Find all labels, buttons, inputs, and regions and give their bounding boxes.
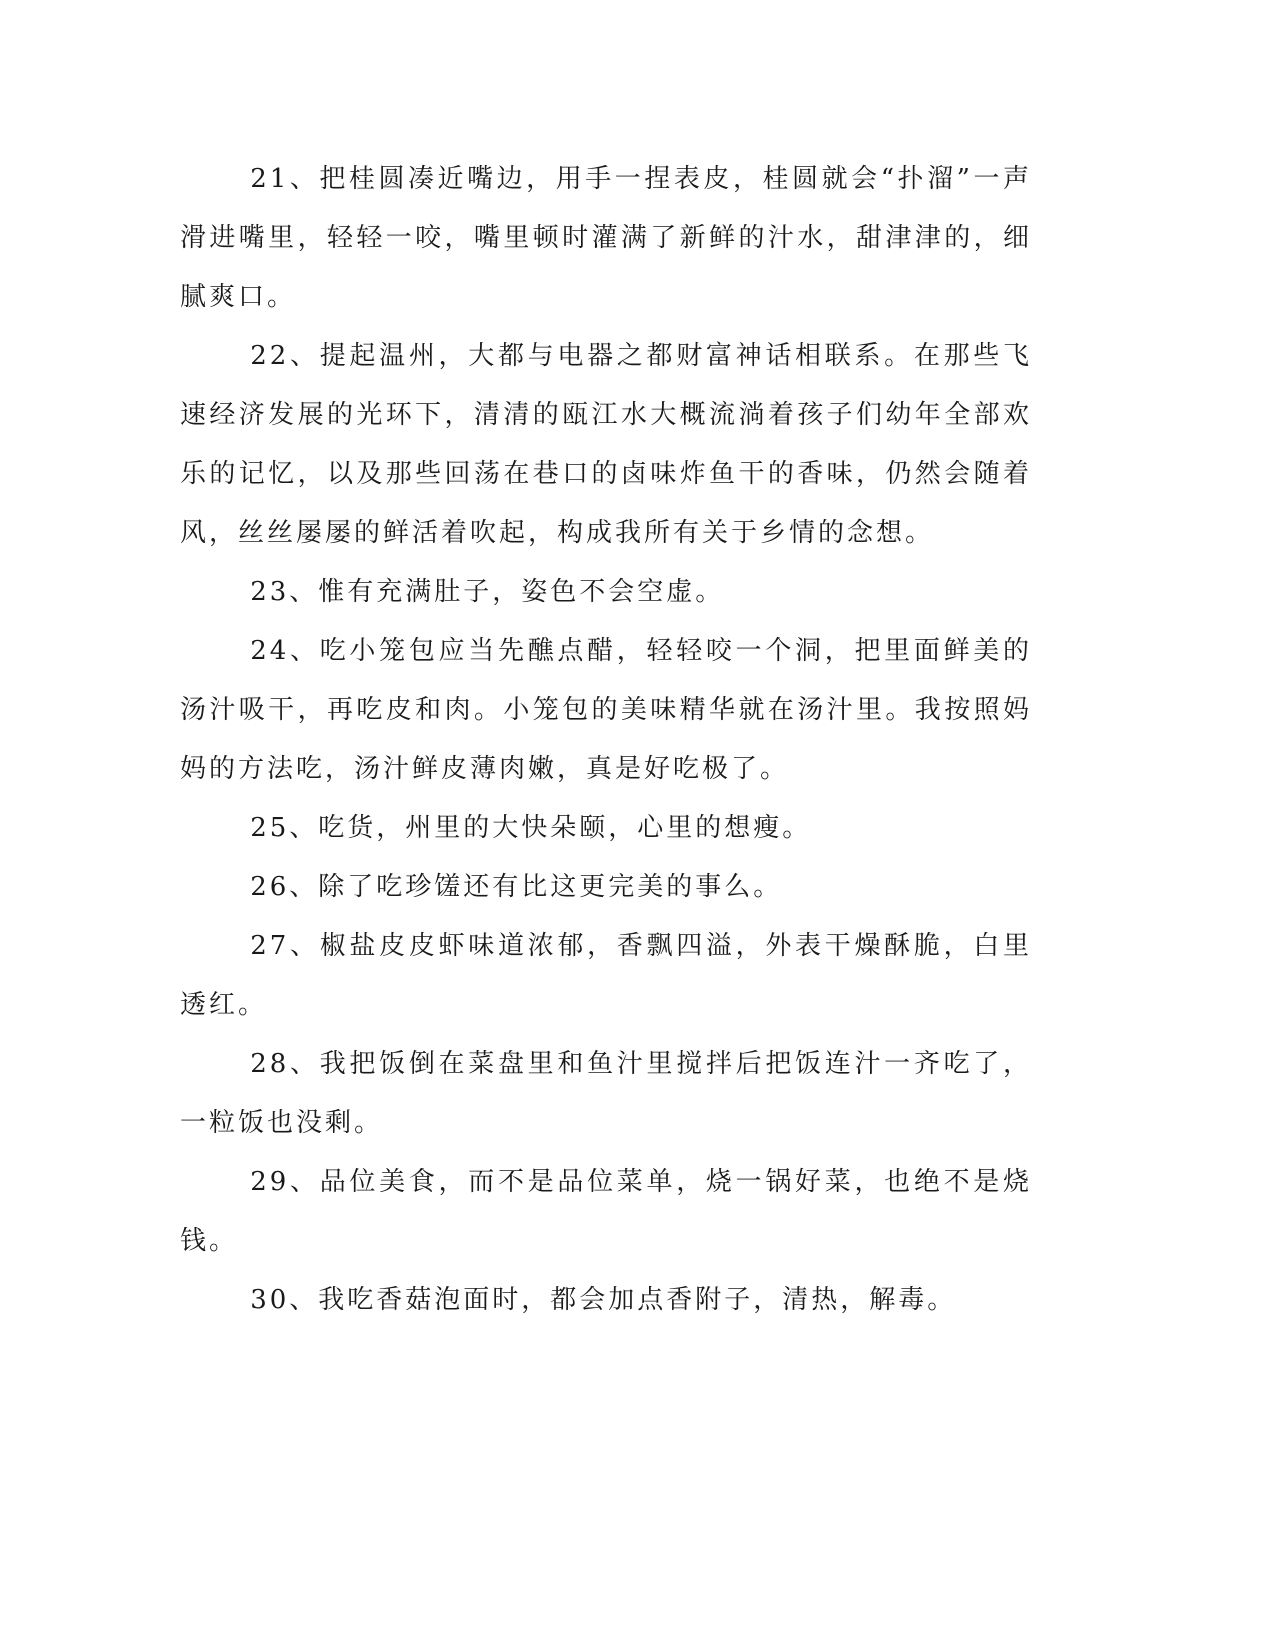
paragraph-26: 26、除了吃珍馐还有比这更完美的事么。 xyxy=(250,872,783,902)
paragraph-21: 21、把桂圆凑近嘴边，用手一捏表皮，桂圆就会“扑溜”一声滑进嘴里，轻轻一咬，嘴里顿时灌满了新鲜的汁水，甜津津的，细腻爽口。 xyxy=(180,164,1032,312)
paragraph-30: 30、我吃香菇泡面时，都会加点香附子，清热，解毒。 xyxy=(250,1285,957,1315)
paragraph-28: 28、我把饭倒在菜盘里和鱼汁里搅拌后把饭连汁一齐吃了，一粒饭也没剩。 xyxy=(180,1049,1032,1138)
document-body xyxy=(180,150,1032,1330)
paragraph-27: 27、椒盐皮皮虾味道浓郁，香飘四溢，外表干燥酥脆，白里透红。 xyxy=(180,931,1032,1020)
paragraph-22: 22、提起温州，大都与电器之都财富神话相联系。在那些飞速经济发展的光环下，清清的瓯江水大概流淌着孩子们幼年全部欢乐的记忆，以及那些回荡在巷口的卤味炸鱼干的香味，仍然会随着风，丝丝屡屡的鲜活着吹起，构成我所有关于乡情的念想。 xyxy=(180,341,1032,548)
paragraph-25: 25、吃货，州里的大快朵颐，心里的想瘦。 xyxy=(250,813,812,843)
paragraph-23: 23、惟有充满肚子，姿色不会空虚。 xyxy=(250,577,725,607)
paragraph-24: 24、吃小笼包应当先醮点醋，轻轻咬一个洞，把里面鲜美的汤汁吸干，再吃皮和肉。小笼包的美味精华就在汤汁里。我按照妈妈的方法吃，汤汁鲜皮薄肉嫩，真是好吃极了。 xyxy=(180,636,1032,784)
paragraph-29: 29、品位美食，而不是品位菜单，烧一锅好菜，也绝不是烧钱。 xyxy=(180,1167,1032,1256)
